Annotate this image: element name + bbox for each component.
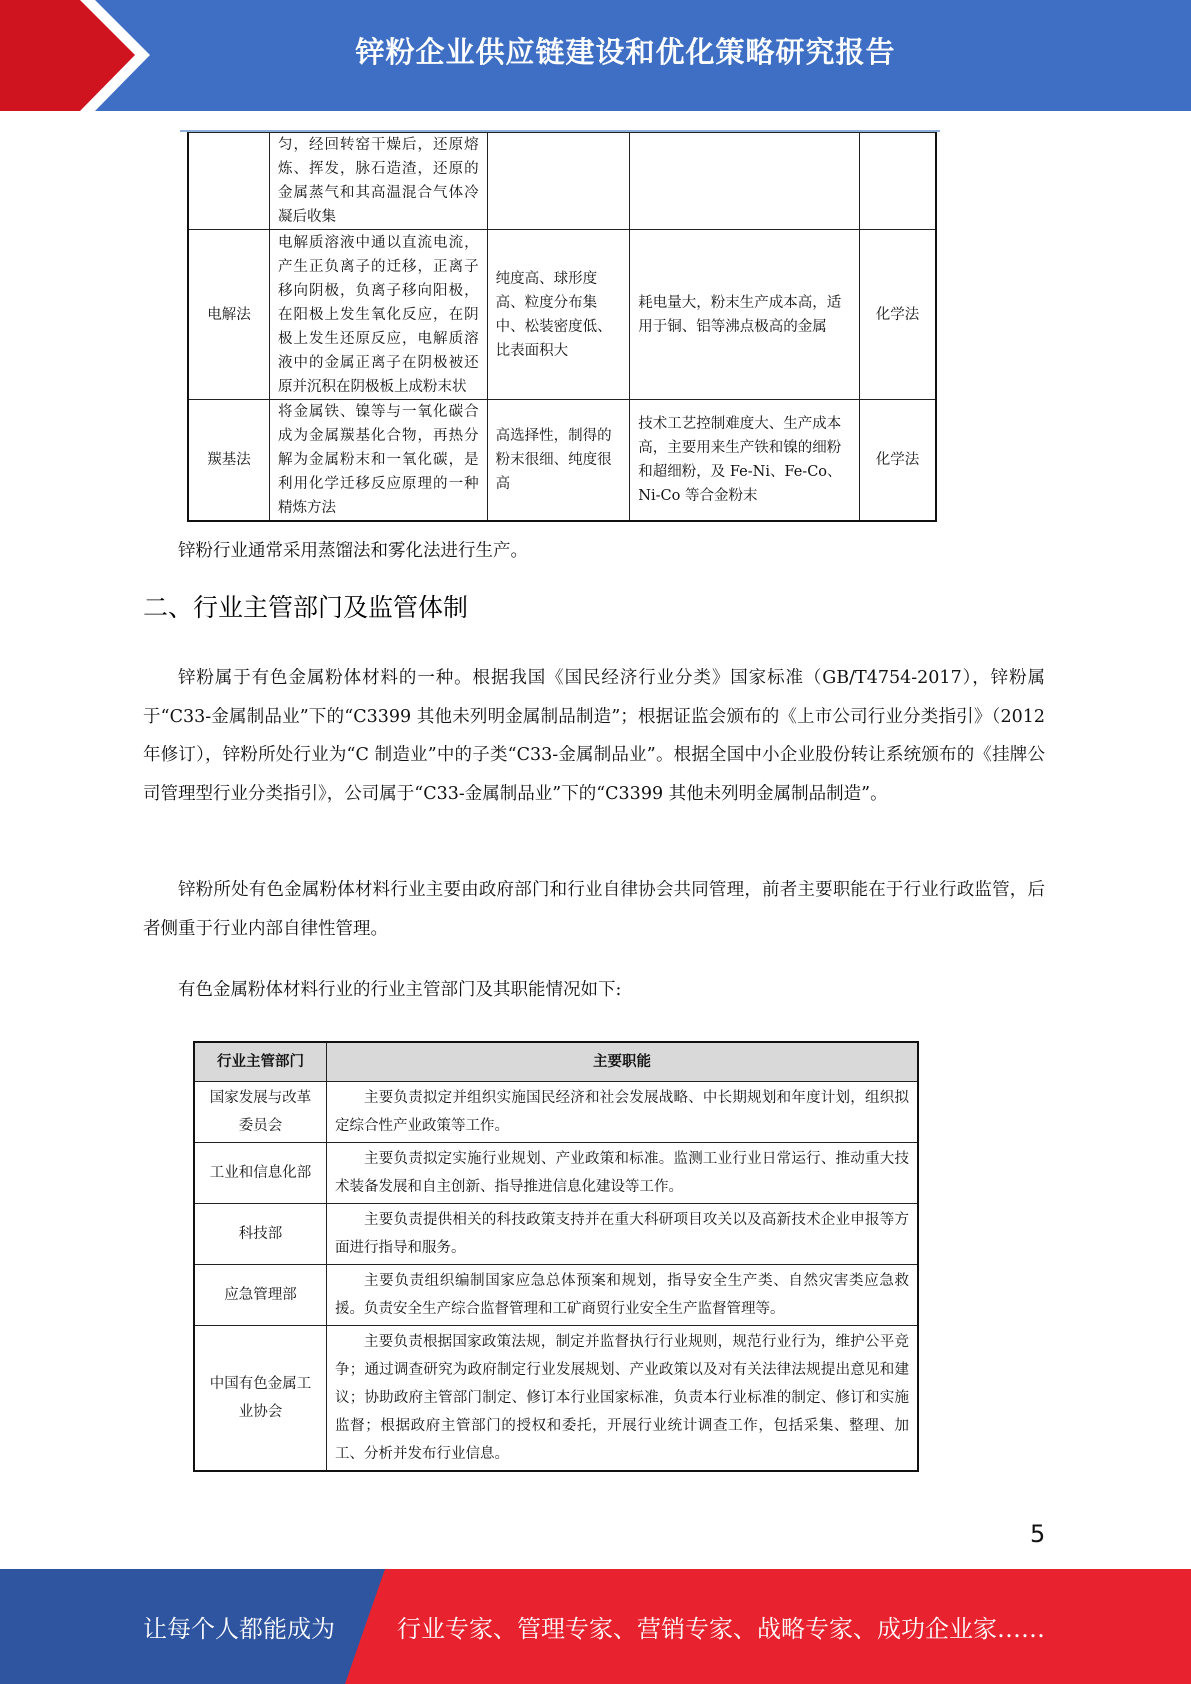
table-row <box>194 1204 918 1265</box>
duty-cell: 主要负责根据国家政策法规，制定并监督执行行业规则，规范行业行为，维护公平竞争；通过调查研究为政府制定行业发展规划、产业政策以及对有关法律法规提出意见和建议；协助政府主管部门制定、修订本行业国家标准，负责本行业标准的制定、修订和实施监督；根据政府主管部门的授权和委托，开展行业统计调查工作，包括采集、整理、加工、分析并发布行业信息。 <box>327 1326 919 1472</box>
principle-cell: 匀，经回转窑干燥后，还原熔炼、挥发，脉石造渣，还原的金属蒸气和其高温混合气体冷凝后收集 <box>269 133 487 230</box>
table-row <box>194 1082 918 1143</box>
features-cell: 纯度高、球形度高、粒度分布集中、松装密度低、比表面积大 <box>487 230 630 400</box>
features-cell: 高选择性，制得的粉末很细、纯度很高 <box>487 400 630 522</box>
method-cell: 羰基法 <box>188 400 269 522</box>
principle-cell: 将金属铁、镍等与一氧化碳合成为金属羰基化合物，再热分解为金属粉末和一氧化碳，是利用化学迁移反应原理的一种精炼方法 <box>269 400 487 522</box>
table-row <box>194 1143 918 1204</box>
principle-cell: 电解质溶液中通以直流电流，产生正负离子的迁移，正离子移向阴极，负离子移向阳极，在阳极上发生氧化反应，在阴极上发生还原反应，电解质溶液中的金属正离子在阴极被还原并沉积在阴极板上成粉末状 <box>269 230 487 400</box>
table-row <box>194 1265 918 1326</box>
dept-cell: 国家发展与改革委员会 <box>194 1082 327 1143</box>
paragraph: 有色金属粉体材料行业的行业主管部门及其职能情况如下: <box>178 980 622 1000</box>
duty-cell: 主要负责拟定并组织实施国民经济和社会发展战略、中长期规划和年度计划，组织拟定综合性产业政策等工作。 <box>327 1082 919 1143</box>
category-cell: 化学法 <box>860 400 936 522</box>
footer-slogan-left: 让每个人都能成为 <box>143 1615 335 1643</box>
header-chevron-decoration <box>0 0 150 111</box>
table-row <box>188 400 936 522</box>
dept-cell: 工业和信息化部 <box>194 1143 327 1204</box>
table-row <box>188 133 936 230</box>
table-row <box>188 230 936 400</box>
column-header: 主要职能 <box>327 1042 919 1082</box>
dept-cell: 中国有色金属工业协会 <box>194 1326 327 1472</box>
table-row <box>194 1326 918 1472</box>
footer-slogan-right: 行业专家、管理专家、营销专家、战略专家、成功企业家…… <box>397 1615 1045 1643</box>
features-cell <box>487 133 630 230</box>
method-cell: 电解法 <box>188 230 269 400</box>
duty-cell: 主要负责组织编制国家应急总体预案和规划，指导安全生产类、自然灾害类应急救援。负责安全生产综合监督管理和工矿商贸行业安全生产监督管理等。 <box>327 1265 919 1326</box>
report-title: 锌粉企业供应链建设和优化策略研究报告 <box>355 34 896 69</box>
page-footer <box>0 1569 1191 1684</box>
dept-cell: 科技部 <box>194 1204 327 1265</box>
paragraph: 锌粉所处有色金属粉体材料行业主要由政府部门和行业自律协会共同管理，前者主要职能在于行业行政监管，后者侧重于行业内部自律性管理。 <box>143 880 1045 939</box>
column-header: 行业主管部门 <box>194 1042 327 1082</box>
paragraph: 锌粉行业通常采用蒸馏法和雾化法进行生产。 <box>178 541 528 561</box>
category-cell <box>860 133 936 230</box>
method-table <box>187 132 937 522</box>
method-cell <box>188 133 269 230</box>
section-heading: 二、行业主管部门及监管体制 <box>143 593 469 622</box>
paragraph: 锌粉属于有色金属粉体材料的一种。根据我国《国民经济行业分类》国家标准（GB/T4754-2017），锌粉属于“C33-金属制品业”下的“C3399 其他未列明金属制品制造”；根据证监会颁布的《上市公司行业分类指引》（2012 年修订），锌粉所处行业为“C 制造业”中的子类“C33-金属制品业”。根据全国中小企业股份转让系统颁布的《挂牌公司管理型行业分类指引》，公司属于“C33-金属制品业”下的“C3399 其他未列明金属制品制造”。 <box>143 668 1045 804</box>
department-table <box>193 1041 919 1472</box>
notes-cell: 耗电量大，粉末生产成本高，适用于铜、铝等沸点极高的金属 <box>630 230 860 400</box>
page-header <box>0 0 1191 111</box>
category-cell: 化学法 <box>860 230 936 400</box>
dept-cell: 应急管理部 <box>194 1265 327 1326</box>
notes-cell: 技术工艺控制难度大、生产成本高，主要用来生产铁和镍的细粉和超细粉，及 Fe-Ni、Fe-Co、Ni-Co 等合金粉末 <box>630 400 860 522</box>
page-number: 5 <box>1030 1520 1046 1548</box>
duty-cell: 主要负责拟定实施行业规划、产业政策和标准。监测工业行业日常运行、推动重大技术装备发展和自主创新、指导推进信息化建设等工作。 <box>327 1143 919 1204</box>
table-header-row <box>194 1042 918 1082</box>
notes-cell <box>630 133 860 230</box>
duty-cell: 主要负责提供相关的科技政策支持并在重大科研项目攻关以及高新技术企业申报等方面进行指导和服务。 <box>327 1204 919 1265</box>
